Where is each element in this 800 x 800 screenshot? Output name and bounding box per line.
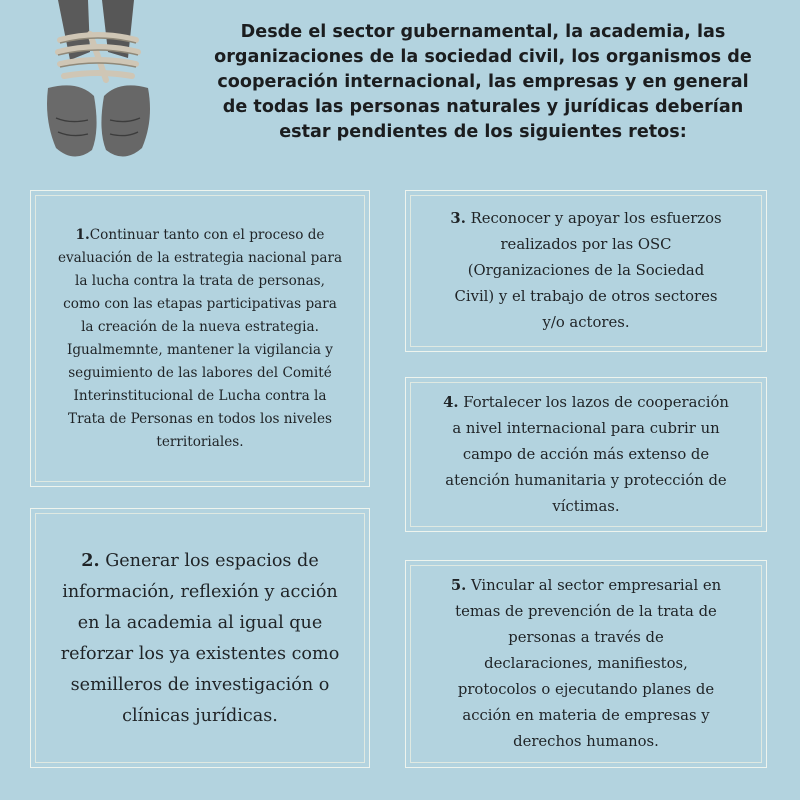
challenge-line: Interinstitucional de Lucha contra la (73, 387, 327, 404)
challenge-line: derechos humanos. (513, 733, 659, 750)
challenge-line: semilleros de investigación o (70, 674, 330, 695)
challenge-box-4 (405, 377, 767, 532)
challenge-line: Vincular al sector empresarial en (466, 577, 722, 594)
header-line: de todas las personas naturales y jurídicas deberían (222, 97, 744, 117)
challenge-line: protocolos o ejecutando planes de (457, 681, 715, 698)
challenge-line: territoriales. (156, 433, 244, 450)
challenge-number: 4. (443, 393, 459, 411)
header-line: estar pendientes de los siguientes retos: (279, 122, 687, 142)
challenge-line: a nivel internacional para cubrir un (452, 419, 720, 437)
header-line: Desde el sector gubernamental, la academia, las (240, 22, 726, 42)
challenge-number: 3. (450, 210, 466, 227)
challenge-box-5 (405, 560, 767, 768)
challenge-line: declaraciones, manifiestos, (484, 655, 688, 672)
challenge-line: realizados por las OSC (500, 236, 672, 253)
challenge-line: clínicas jurídicas. (122, 705, 278, 726)
challenge-line: temas de prevención de la trata de (455, 603, 717, 620)
challenge-line: atención humanitaria y protección de (445, 471, 727, 489)
challenge-line: la lucha contra la trata de personas, (75, 272, 325, 289)
challenge-line: en la academia al igual que (77, 612, 323, 633)
challenge-line: (Organizaciones de la Sociedad (467, 262, 705, 279)
challenge-box-2 (30, 508, 370, 768)
challenge-line: Trata de Personas en todos los niveles (68, 410, 332, 427)
challenge-line: Reconocer y apoyar los esfuerzos (465, 210, 722, 227)
challenge-line: seguimiento de las labores del Comité (68, 364, 332, 381)
challenge-line: como con las etapas participativas para (63, 295, 337, 312)
challenge-number: 2. (81, 549, 100, 571)
challenge-line: Fortalecer los lazos de cooperación (458, 393, 729, 411)
challenge-line: Generar los espacios de (99, 550, 319, 571)
challenge-line: campo de acción más extenso de (462, 445, 710, 463)
header-title (168, 20, 798, 145)
challenge-line: información, reflexión y acción (62, 581, 338, 602)
challenge-line: Igualmemnte, mantener la vigilancia y (66, 341, 333, 358)
challenge-line: reforzar los ya existentes como (60, 643, 340, 664)
header-line: organizaciones de la sociedad civil, los organismos de (214, 47, 752, 67)
challenge-box-3 (405, 190, 767, 352)
challenge-line: acción en materia de empresas y (462, 707, 710, 724)
challenge-line: personas a través de (508, 629, 664, 646)
challenge-line: Civil) y el trabajo de otros sectores (454, 288, 718, 305)
challenge-line: Continuar tanto con el proceso de (89, 226, 325, 243)
tied-hands-image (30, 0, 165, 170)
challenge-line: la creación de la nueva estrategia. (81, 318, 319, 335)
challenge-line: evaluación de la estrategia nacional para (57, 249, 343, 266)
challenge-line: y/o actores. (542, 314, 630, 331)
challenge-line: víctimas. (552, 497, 620, 515)
challenge-box-1 (30, 190, 370, 487)
challenge-number: 5. (450, 577, 467, 594)
header-line: cooperación internacional, las empresas y en general (217, 72, 749, 92)
challenge-number: 1. (75, 226, 90, 243)
